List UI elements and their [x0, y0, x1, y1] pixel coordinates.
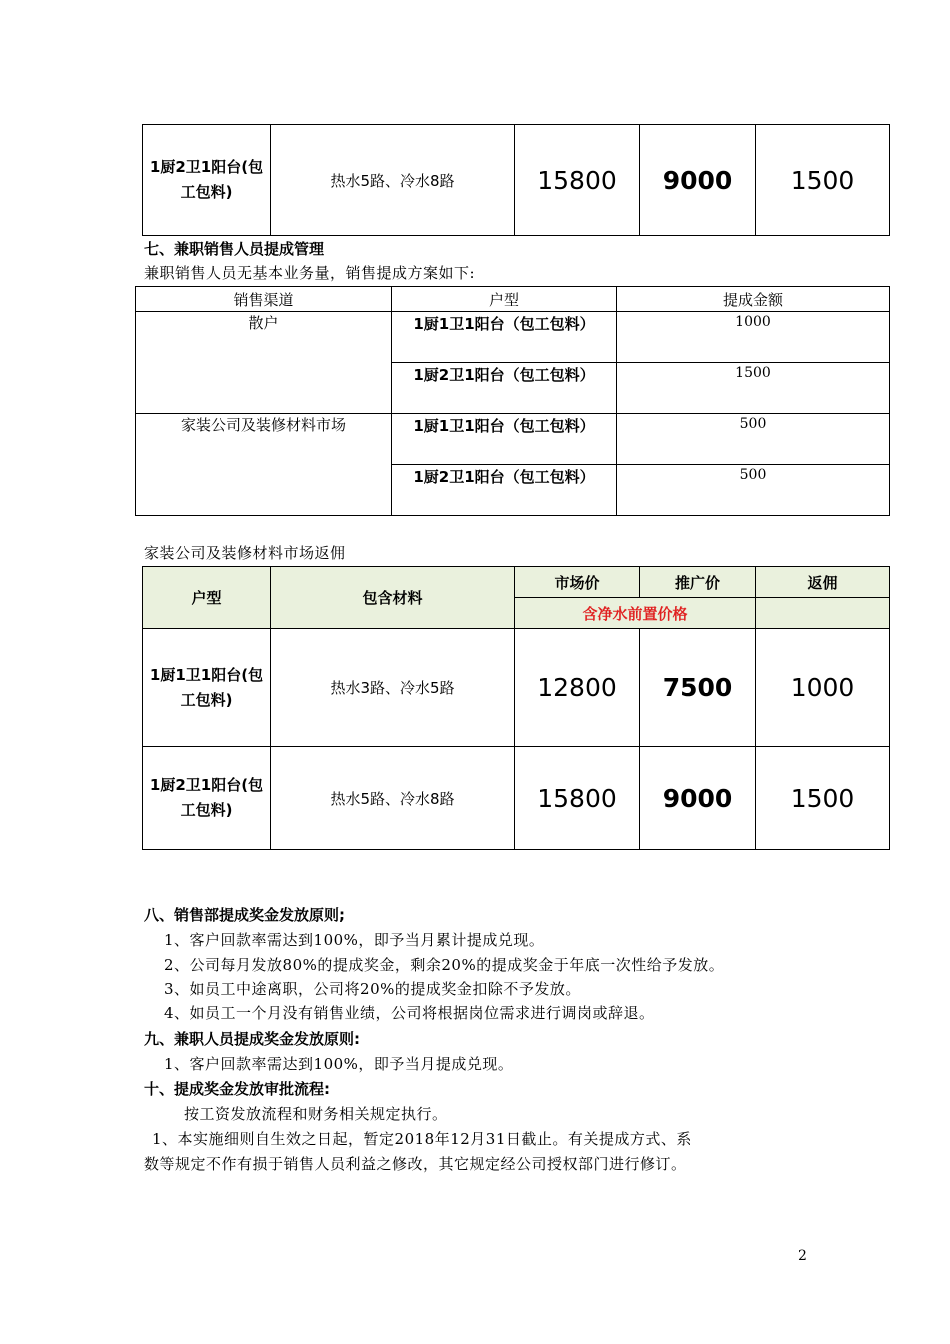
house-type-cell: 1厨2卫1阳台(包工包料): [143, 747, 271, 850]
header-material: 包含材料: [271, 567, 515, 629]
header-market-price: 市场价: [515, 567, 640, 598]
material-cell: 热水3路、冷水5路: [271, 629, 515, 747]
header-note: 含净水前置价格: [515, 598, 756, 629]
section-7-title: 七、兼职销售人员提成管理: [144, 240, 325, 258]
section-8-item: 3、如员工中途离职，公司将20%的提成奖金扣除不予发放。: [164, 980, 581, 998]
header-rebate: 返佣: [756, 567, 890, 598]
top-price-table: [142, 124, 890, 236]
amount-cell: 1000: [617, 312, 890, 363]
returns-table: [142, 566, 890, 850]
header-empty: [756, 598, 890, 629]
promo-price-cell: 9000: [640, 747, 756, 850]
header-channel: 销售渠道: [136, 287, 392, 312]
table-row: [136, 312, 890, 363]
commission-table: [135, 286, 890, 516]
section-10-body: 按工资发放流程和财务相关规定执行。: [184, 1105, 448, 1123]
market-price-cell: 15800: [515, 125, 640, 236]
table-header-row: [136, 287, 890, 312]
market-price-cell: 15800: [515, 747, 640, 850]
table-header-row: [143, 567, 890, 598]
house-type-cell: 1厨2卫1阳台（包工包料）: [392, 465, 617, 516]
final-clause-line-1: 1、本实施细则自生效之日起，暂定2018年12月31日截止。有关提成方式、系: [152, 1130, 692, 1148]
house-type-cell: 1厨1卫1阳台(包工包料): [143, 629, 271, 747]
header-house-type: 户型: [143, 567, 271, 629]
section-8-item: 4、如员工一个月没有销售业绩，公司将根据岗位需求进行调岗或辞退。: [164, 1004, 655, 1022]
channel-cell: 散户: [136, 312, 392, 414]
section-9-title: 九、兼职人员提成奖金发放原则:: [144, 1030, 361, 1048]
final-clause-line-2: 数等规定不作有损于销售人员利益之修改，其它规定经公司授权部门进行修订。: [144, 1155, 687, 1173]
table-row: [143, 125, 890, 236]
section-7-intro: 兼职销售人员无基本业务量，销售提成方案如下:: [144, 264, 476, 282]
promo-price-cell: 9000: [640, 125, 756, 236]
rebate-cell: 1500: [756, 125, 890, 236]
house-type-cell: 1厨1卫1阳台（包工包料）: [392, 312, 617, 363]
material-cell: 热水5路、冷水8路: [271, 747, 515, 850]
section-10-title: 十、提成奖金发放审批流程:: [144, 1080, 330, 1098]
rebate-cell: 1500: [756, 747, 890, 850]
section-8-title: 八、销售部提成奖金发放原则;: [144, 906, 345, 924]
house-type-cell: 1厨2卫1阳台(包工包料): [143, 125, 271, 236]
header-type: 户型: [392, 287, 617, 312]
market-price-cell: 12800: [515, 629, 640, 747]
amount-cell: 500: [617, 414, 890, 465]
section-9-item: 1、客户回款率需达到100%，即予当月提成兑现。: [164, 1055, 514, 1073]
channel-cell: 家装公司及装修材料市场: [136, 414, 392, 516]
header-promo-price: 推广价: [640, 567, 756, 598]
table-row: [136, 414, 890, 465]
house-type-cell: 1厨1卫1阳台（包工包料）: [392, 414, 617, 465]
amount-cell: 500: [617, 465, 890, 516]
section-8-item: 1、客户回款率需达到100%，即予当月累计提成兑现。: [164, 931, 545, 949]
table-row: [143, 747, 890, 850]
promo-price-cell: 7500: [640, 629, 756, 747]
amount-cell: 1500: [617, 363, 890, 414]
house-type-cell: 1厨2卫1阳台（包工包料）: [392, 363, 617, 414]
page-number: 2: [798, 1248, 807, 1264]
rebate-cell: 1000: [756, 629, 890, 747]
header-amount: 提成金额: [617, 287, 890, 312]
section-8-item: 2、公司每月发放80%的提成奖金，剩余20%的提成奖金于年底一次性给予发放。: [164, 956, 725, 974]
table-row: [143, 629, 890, 747]
material-cell: 热水5路、冷水8路: [271, 125, 515, 236]
returns-caption: 家装公司及装修材料市场返佣: [144, 544, 346, 562]
